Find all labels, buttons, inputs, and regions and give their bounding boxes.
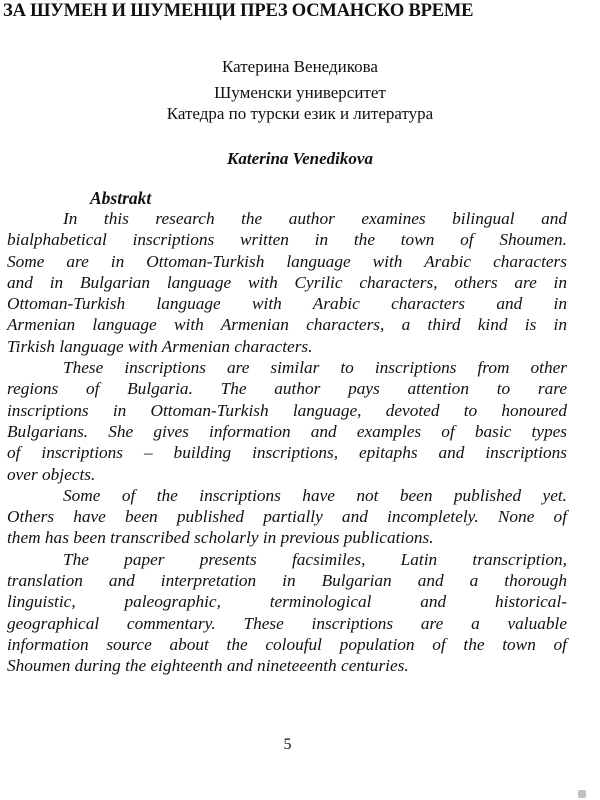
abstract-line: Some of the inscriptions have not been published yet. <box>63 485 567 505</box>
abstract-line: Bulgarians. She gives information and examples of basic types <box>7 421 567 441</box>
abstract-line: them has been transcribed scholarly in previous publications. <box>7 528 434 548</box>
abstract-line: bialphabetical inscriptions written in the town of Shoumen. <box>7 230 567 250</box>
abstract-line: translation and interpretation in Bulgarian and a thorough <box>7 571 567 591</box>
abstract-body <box>7 208 567 677</box>
abstract-line: Others have been published partially and incompletely. None of <box>7 507 567 527</box>
abstract-line: In this research the author examines bilingual and <box>63 209 567 228</box>
abstract-line: information source about the colouful population of the town of <box>7 634 567 654</box>
abstract-line: geographical commentary. These inscriptions are a valuable <box>7 613 567 633</box>
page-number: 5 <box>283 736 292 753</box>
affiliation-university: Шуменски университет <box>214 83 386 102</box>
abstract-line: Armenian language with Armenian characters, a third kind is in <box>7 315 567 335</box>
abstract-line: over objects. <box>7 464 96 484</box>
abstract-line: The paper presents facsimiles, Latin transcription, <box>63 549 567 569</box>
abstract-line: and in Bulgarian language with Cyrilic characters, others are in <box>7 272 567 292</box>
abstract-line: These inscriptions are similar to inscriptions from other <box>63 358 567 378</box>
abstract-line: regions of Bulgaria. The author pays attention to rare <box>7 379 567 399</box>
page-title: ЗА ШУМЕН И ШУМЕНЦИ ПРЕЗ ОСМАНСКО ВРЕМЕ <box>3 1 474 21</box>
scan-edge-mark <box>578 790 586 798</box>
abstract-line: Ottoman-Turkish language with Arabic characters and in <box>7 294 567 314</box>
abstract-line: Shoumen during the eighteenth and nineteeenth centuries. <box>7 656 409 676</box>
affiliation-department: Катедра по турски език и литература <box>166 104 434 123</box>
abstract-line: inscriptions in Ottoman-Turkish language, devoted to honoured <box>7 400 567 420</box>
abstract-line: linguistic, paleographic, terminological and historical- <box>7 592 567 612</box>
author-name-latin: Katerina Venedikova <box>227 149 373 168</box>
abstract-heading: Abstrakt <box>90 188 152 208</box>
abstract-line: of inscriptions – building inscriptions, epitaphs and inscriptions <box>7 443 567 463</box>
abstract-line: Tirkish language with Armenian characters. <box>7 336 313 356</box>
author-name: Катерина Венедикова <box>222 57 378 76</box>
abstract-line: Some are in Ottoman-Turkish language with Arabic characters <box>7 251 567 271</box>
